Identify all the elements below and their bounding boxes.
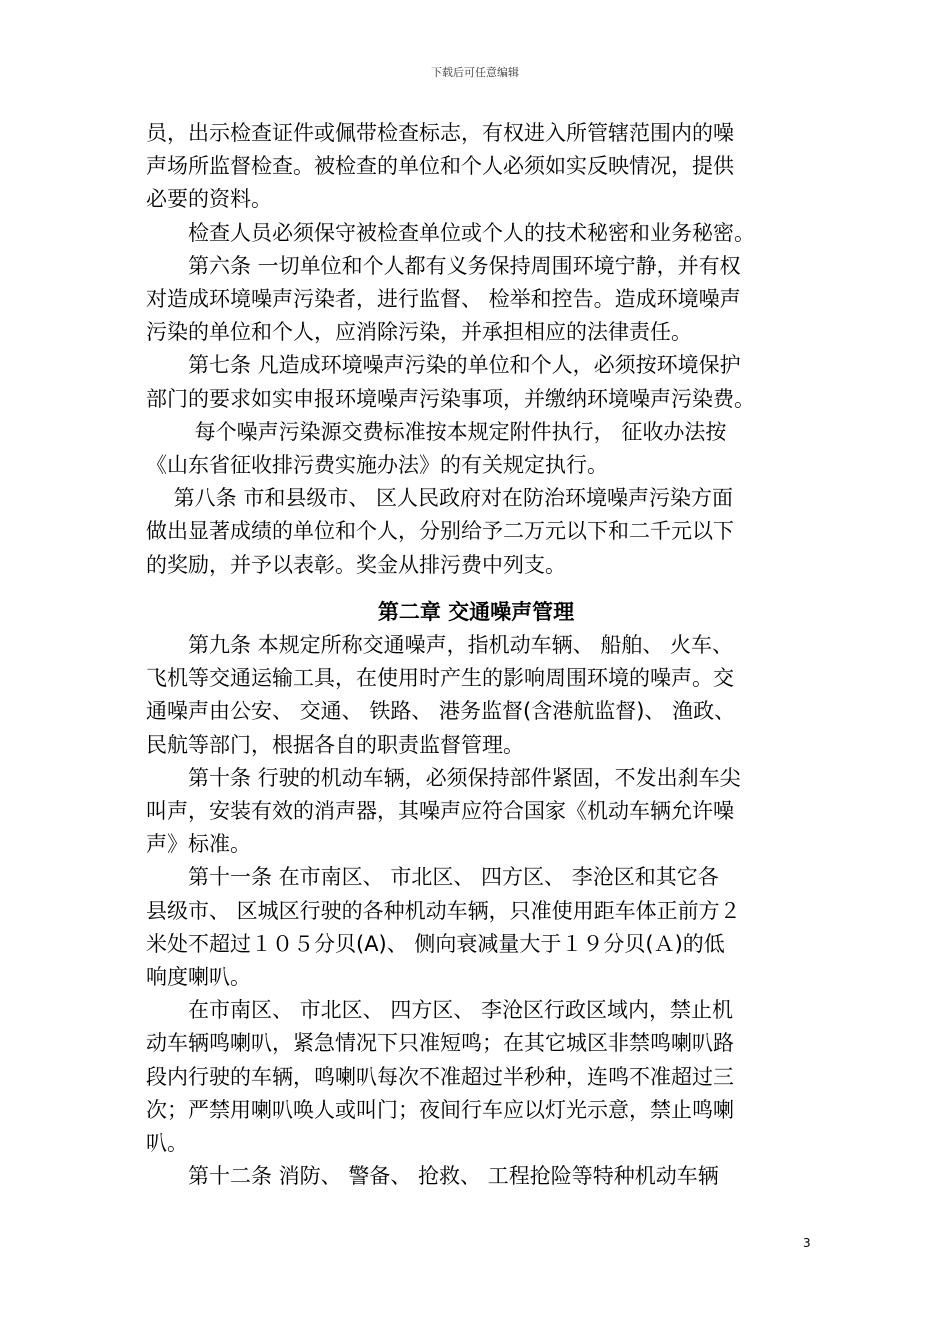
- text-line: 污染的单位和个人，应消除污染，并承担相应的法律责任。: [146, 320, 692, 345]
- text-line: 飞机等交通运输工具，在使用时产生的影响周围环境的噪声。交: [146, 666, 734, 691]
- text-line: 叭。: [146, 1131, 188, 1156]
- text-line: 叫声，安装有效的消声器，其噪声应符合国家《机动车辆允许噪: [146, 799, 734, 824]
- chapter-title: 第二章 交通噪声管理: [377, 599, 575, 624]
- text-line: 声》标准。: [146, 832, 251, 857]
- text-line: 响度喇叭。: [146, 965, 251, 990]
- text-line: 对造成环境噪声污染者，进行监督、 检举和控告。造成环境噪声: [146, 287, 741, 312]
- text-line: 次；严禁用喇叭唤人或叫门；夜间行车应以灯光示意，禁止鸣喇: [146, 1097, 734, 1122]
- text-line: 第十条 行驶的机动车辆，必须保持部件紧固，不发出刹车尖: [146, 765, 741, 790]
- text-line: 声场所监督检查。被检查的单位和个人必须如实反映情况，提供: [146, 154, 734, 179]
- text-line: 民航等部门，根据各自的职责监督管理。: [146, 732, 524, 757]
- text-line: 第八条 市和县级市、 区人民政府对在防治环境噪声污染方面: [146, 486, 734, 511]
- text-line: 必要的资料。: [146, 187, 272, 212]
- text-line: 第六条 一切单位和个人都有义务保持周围环境宁静，并有权: [146, 253, 741, 278]
- text-line: 县级市、 区城区行驶的各种机动车辆，只准使用距车体正前方２: [146, 898, 741, 923]
- text-line: 动车辆鸣喇叭，紧急情况下只准短鸣；在其它城区非禁鸣喇叭路: [146, 1031, 734, 1056]
- text-line: 米处不超过１０５分贝(A)、 侧向衰减量大于１９分贝(Ａ)的低: [146, 931, 725, 956]
- text-line: 第九条 本规定所称交通噪声，指机动车辆、 船舶、 火车、: [146, 633, 734, 658]
- text-line: 段内行驶的车辆，鸣喇叭每次不准超过半秒种，连鸣不准超过三: [146, 1064, 734, 1089]
- text-line: 每个噪声污染源交费标准按本规定附件执行， 征收办法按: [146, 419, 727, 444]
- text-line: 检查人员必须保守被检查单位或个人的技术秘密和业务秘密。: [146, 220, 755, 245]
- text-line: 《山东省征收排污费实施办法》的有关规定执行。: [146, 453, 608, 478]
- text-line: 第十一条 在市南区、 市北区、 四方区、 李沧区和其它各: [146, 865, 719, 890]
- text-line: 做出显著成绩的单位和个人，分别给予二万元以下和二千元以下: [146, 519, 734, 544]
- text-line: 通噪声由公安、 交通、 铁路、 港务监督(含港航监督)、 渔政、: [146, 699, 736, 724]
- text-line: 部门的要求如实申报环境噪声污染事项，并缴纳环境噪声污染费。: [146, 386, 755, 411]
- page-number: 3: [803, 1236, 811, 1250]
- text-line: 第七条 凡造成环境噪声污染的单位和个人，必须按环境保护: [146, 353, 741, 378]
- page-header: 下载后可任意编辑: [431, 66, 519, 79]
- text-line: 员，出示检查证件或佩带检查标志，有权进入所管辖范围内的噪: [146, 121, 734, 145]
- text-line: 的奖励，并予以表彰。奖金从排污费中列支。: [146, 552, 566, 577]
- text-line: 第十二条 消防、 警备、 抢救、 工程抢险等特种机动车辆: [146, 1164, 719, 1189]
- document-body: [146, 117, 836, 1194]
- text-line: 在市南区、 市北区、 四方区、 李沧区行政区域内，禁止机: [146, 998, 734, 1023]
